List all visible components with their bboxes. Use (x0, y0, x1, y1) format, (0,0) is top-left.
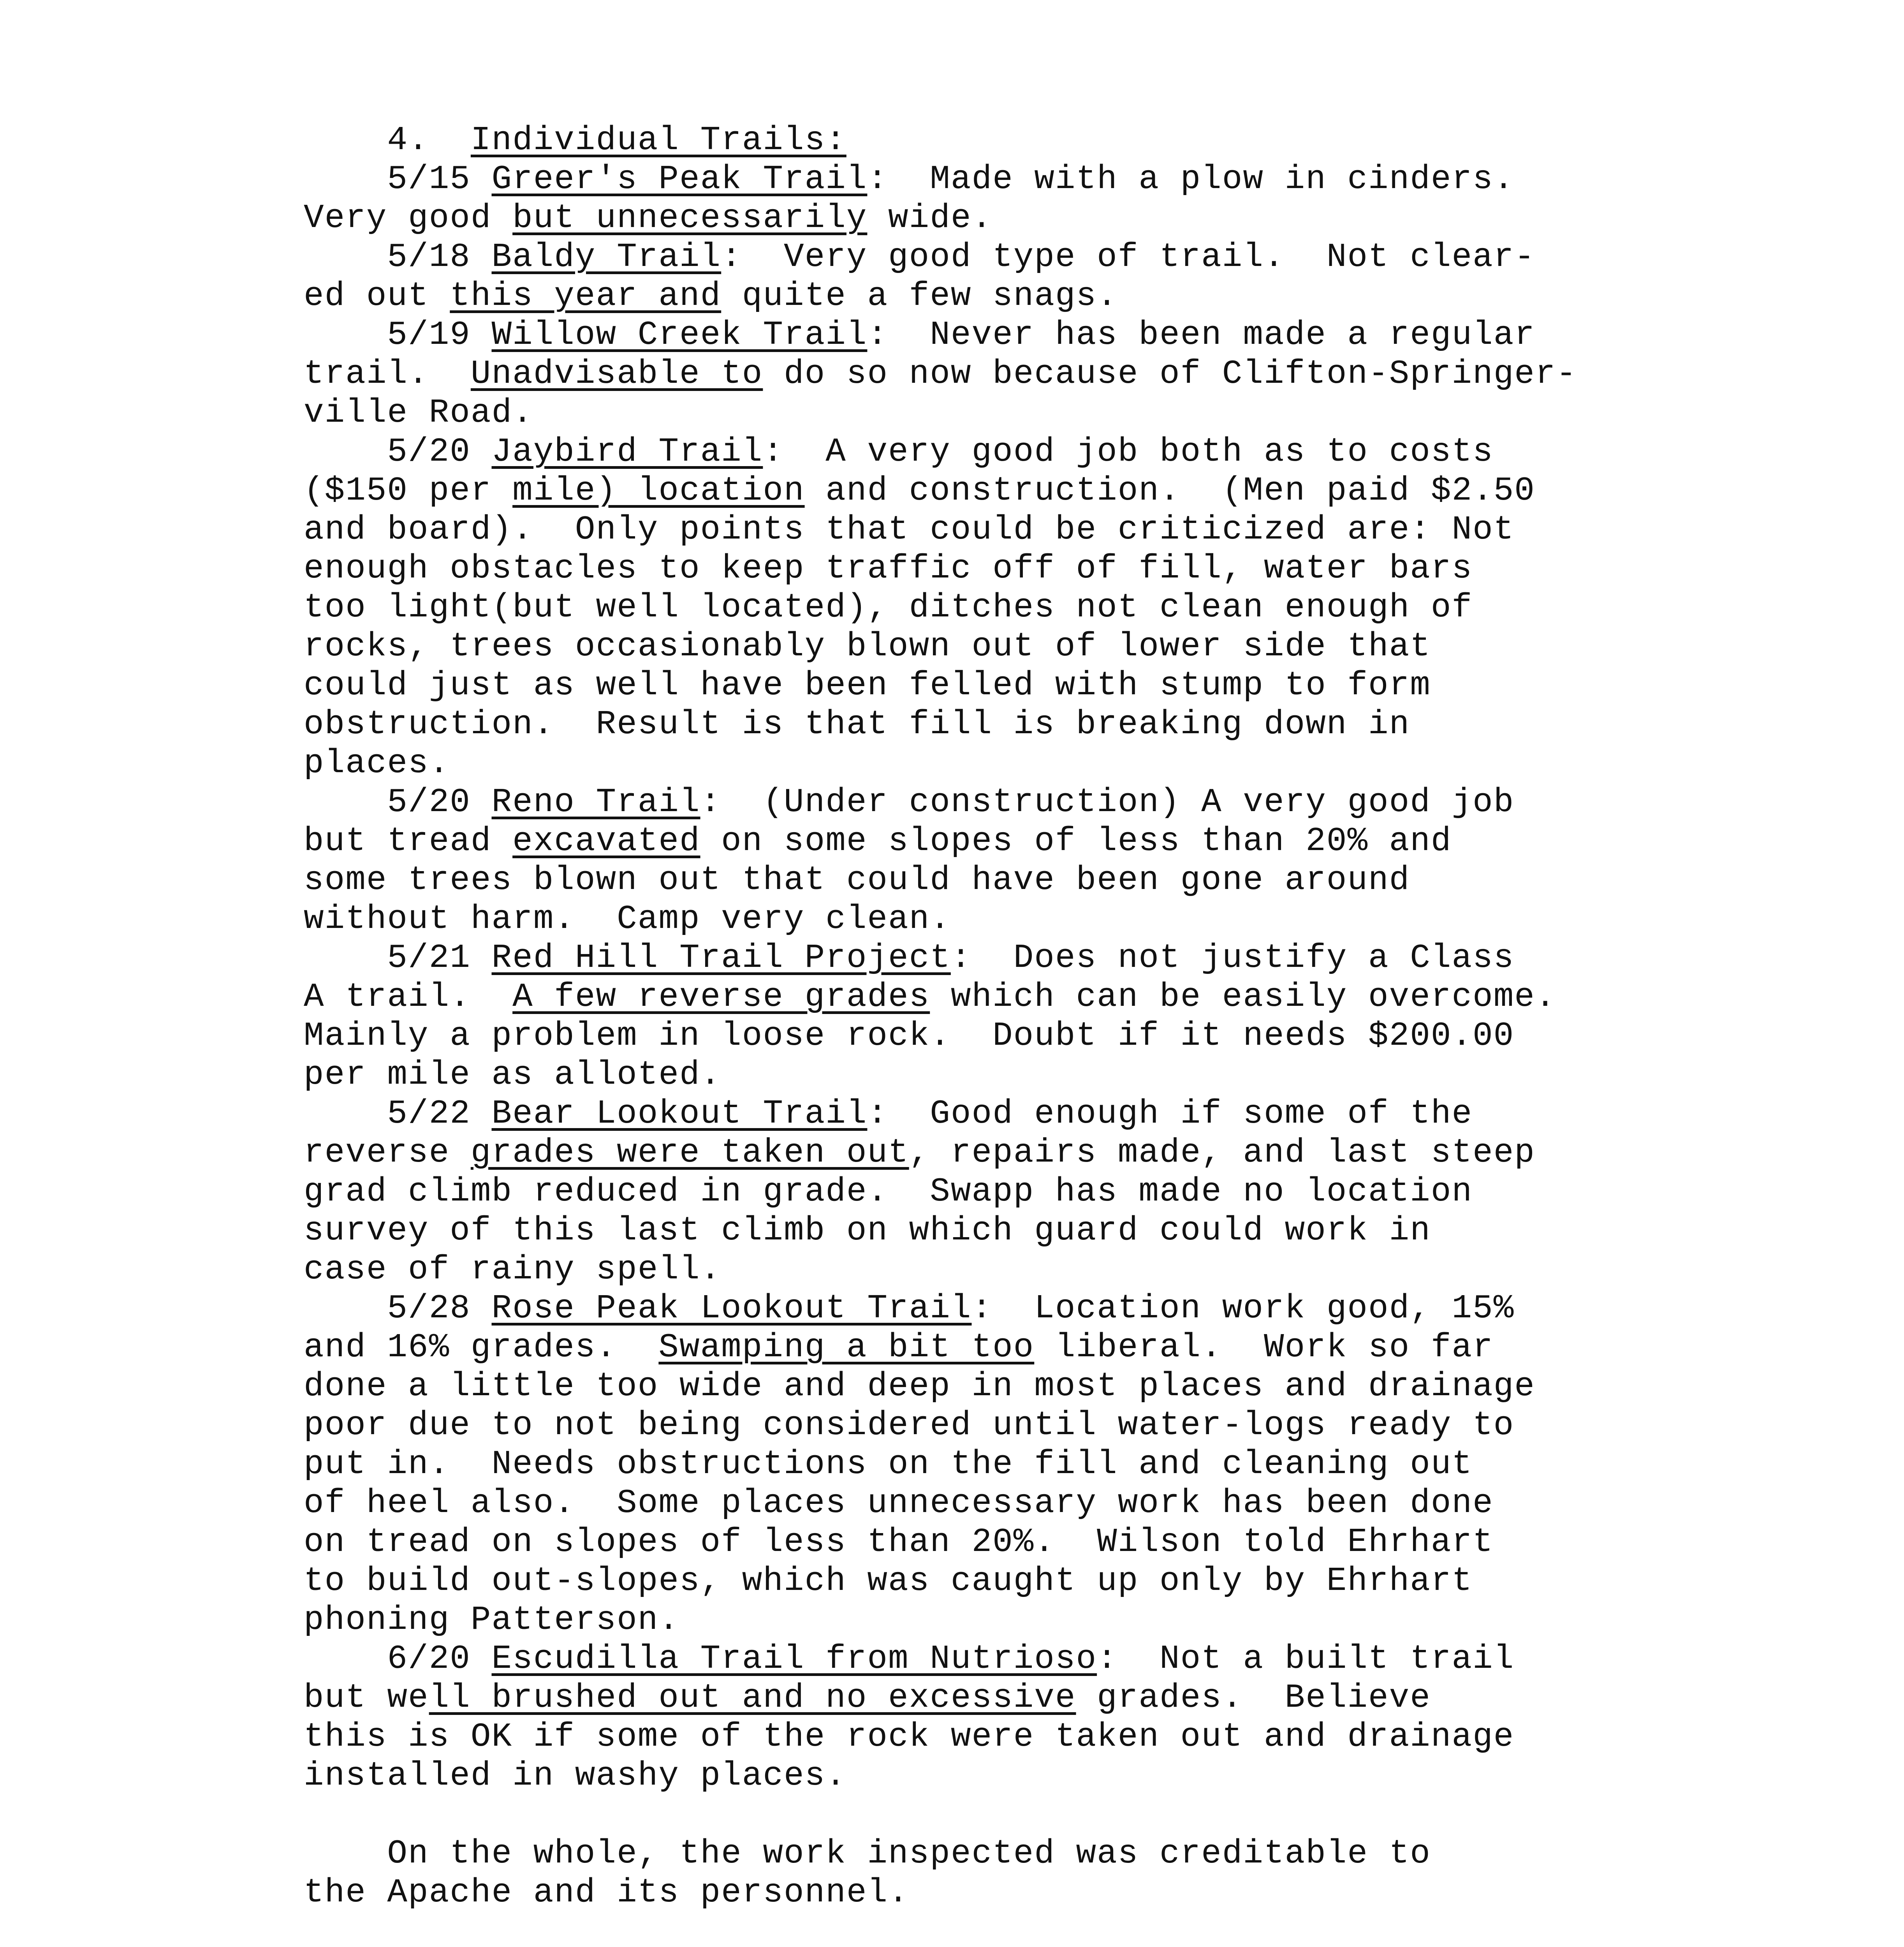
text-line (304, 588, 1473, 627)
line-text: : (Under construction) A very good job (700, 783, 1515, 821)
line-text: : A very good job both as to costs (763, 433, 1494, 471)
line-text: : Never has been made a regular (867, 316, 1535, 354)
text-line (304, 432, 1494, 471)
underlined-text: Swamping a bit too (658, 1328, 1035, 1366)
line-text: : Made with a plow in cinders. (867, 160, 1515, 198)
text-line (304, 1756, 846, 1795)
text-line (304, 900, 951, 938)
text-line (304, 276, 1118, 315)
text-line (304, 666, 1431, 705)
line-text: some trees blown out that could have been gone around (304, 861, 1410, 899)
line-text: put in. Needs obstructions on the fill and cleaning out (304, 1445, 1473, 1483)
text-line (304, 1094, 1473, 1133)
line-text: this is OK if some of the rock were taken out and drainage (304, 1718, 1515, 1756)
text-line (304, 393, 533, 432)
text-line (304, 822, 1452, 861)
underlined-text: mile) location (512, 472, 805, 510)
underlined-text: Baldy Trail (491, 238, 721, 276)
line-text: the Apache and its personnel. (304, 1873, 909, 1912)
line-text: without harm. Camp very clean. (304, 900, 951, 938)
section-title: Individual Trails: (470, 121, 846, 159)
line-text: , repairs made, and last steep (909, 1134, 1535, 1172)
line-text: but we (304, 1679, 429, 1717)
line-text: 6/20 (304, 1640, 492, 1678)
underlined-text: Unadvisable to (470, 355, 763, 393)
line-text: places. (304, 744, 450, 782)
underlined-text: Jaybird Trail (491, 433, 763, 471)
line-text: and construction. (Men paid $2.50 (804, 472, 1535, 510)
line-text: but tread (304, 822, 513, 860)
line-text: to build out-slopes, which was caught up only by Ehrhart (304, 1562, 1473, 1600)
line-text: and 16% grades. (304, 1328, 659, 1366)
text-line (304, 1016, 1514, 1055)
line-text: : Not a built trail (1097, 1640, 1515, 1678)
line-text: liberal. Work so far (1034, 1328, 1494, 1366)
line-text: enough obstacles to keep traffic off of fill, water bars (304, 549, 1473, 588)
text-line (304, 977, 1556, 1016)
underlined-text: excavated (512, 822, 700, 860)
line-text: quite a few snags. (721, 277, 1118, 315)
line-text: too light(but well located), ditches not clean enough of (304, 588, 1473, 627)
text-line (304, 705, 1410, 744)
text-line (304, 1211, 1431, 1250)
line-text: : Good enough if some of the (867, 1095, 1473, 1133)
line-text: grades. Believe (1076, 1679, 1431, 1717)
text-line (304, 199, 992, 238)
line-text: per mile as alloted. (304, 1056, 721, 1094)
text-line (304, 1367, 1535, 1406)
text-line (304, 1445, 1473, 1484)
text-line (304, 861, 1410, 900)
underlined-text: Willow Creek Trail (491, 316, 868, 354)
text-line (304, 744, 450, 783)
text-line (304, 160, 1514, 199)
underlined-text: but unnecessarily (512, 199, 868, 237)
line-text: 5/20 (304, 783, 492, 821)
line-text: installed in washy places. (304, 1757, 846, 1795)
line-text: : Does not justify a Class (950, 939, 1515, 977)
text-line (304, 1289, 1514, 1328)
line-text: 5/21 (304, 939, 492, 977)
text-line (304, 1639, 1514, 1678)
underlined-text: ll brushed out and no excessive (429, 1679, 1076, 1717)
line-text: Mainly a problem in loose rock. Doubt if it needs $200.00 (304, 1017, 1515, 1055)
line-text: 5/20 (304, 433, 492, 471)
line-text: on tread on slopes of less than 20%. Wilson told Ehrhart (304, 1523, 1494, 1561)
line-text: ($150 per (304, 472, 513, 510)
text-line (304, 1678, 1431, 1717)
line-text: 5/15 (304, 160, 492, 198)
line-text: 5/28 (304, 1289, 492, 1327)
text-line (304, 1717, 1514, 1756)
underlined-text: A few reverse grades (512, 978, 930, 1016)
line-text: reverse (304, 1134, 471, 1172)
line-text: wide. (867, 199, 993, 237)
line-text: : Location work good, 15% (971, 1289, 1515, 1327)
underlined-text: Rose Peak Lookout Trail (491, 1289, 972, 1327)
line-text: of heel also. Some places unnecessary work has been done (304, 1484, 1494, 1522)
text-line (304, 1250, 721, 1289)
text-line (304, 238, 1535, 276)
line-text: On the whole, the work inspected was creditable to (304, 1834, 1431, 1873)
line-text: which can be easily overcome. (930, 978, 1556, 1016)
text-line (304, 1523, 1494, 1561)
line-text: 5/19 (304, 316, 492, 354)
text-line (304, 1328, 1494, 1367)
line-text: could just as well have been felled with stump to form (304, 666, 1431, 704)
line-text: : Very good type of trail. Not clear- (721, 238, 1535, 276)
underlined-text: Bear Lookout Trail (491, 1095, 868, 1133)
text-line (304, 1561, 1473, 1600)
text-line (304, 938, 1514, 977)
line-text: phoning Patterson. (304, 1601, 679, 1639)
underlined-text: Escudilla Trail from Nutrioso (491, 1640, 1097, 1678)
underlined-text: Greer's Peak Trail (491, 160, 868, 198)
line-text: done a little too wide and deep in most places and drainage (304, 1367, 1535, 1405)
underlined-text: grades were taken out (470, 1134, 909, 1172)
line-text: poor due to not being considered until water-logs ready to (304, 1406, 1515, 1444)
line-text: obstruction. Result is that fill is breaking down in (304, 705, 1410, 743)
text-line (304, 549, 1473, 588)
section-number: 4. (387, 121, 429, 159)
line-text: do so now because of Clifton-Springer- (763, 355, 1577, 393)
text-line (304, 471, 1535, 510)
text-line (304, 627, 1431, 666)
line-text: on some slopes of less than 20% and (700, 822, 1452, 860)
line-text: A trail. (304, 978, 513, 1016)
text-line (304, 1873, 909, 1912)
text-line (304, 783, 1514, 822)
text-line (304, 1600, 679, 1639)
underlined-text: Red Hill Trail Project (491, 939, 951, 977)
underlined-text: this year and (450, 277, 721, 315)
text-line (304, 1133, 1535, 1172)
line-text: ville Road. (304, 394, 533, 432)
line-text: case of rainy spell. (304, 1250, 721, 1289)
underlined-text: Reno Trail (491, 783, 700, 821)
line-text: 5/18 (304, 238, 492, 276)
line-text: 5/22 (304, 1095, 492, 1133)
text-line (304, 510, 1514, 549)
line-text: and board). Only points that could be criticized are: Not (304, 511, 1515, 549)
text-line (304, 1834, 1431, 1873)
text-line (304, 1406, 1514, 1445)
text-line (304, 1055, 721, 1094)
line-text: trail. (304, 355, 471, 393)
text-line (304, 1484, 1494, 1523)
line-text: survey of this last climb on which guard could work in (304, 1211, 1431, 1250)
line-text: grad climb reduced in grade. Swapp has made no location (304, 1172, 1473, 1211)
line-text: ed out (304, 277, 450, 315)
line-text: rocks, trees occasionably blown out of lower side that (304, 627, 1431, 665)
line-text: Very good (304, 199, 513, 237)
text-line (304, 315, 1535, 354)
text-line (304, 1172, 1473, 1211)
text-line (304, 354, 1577, 393)
